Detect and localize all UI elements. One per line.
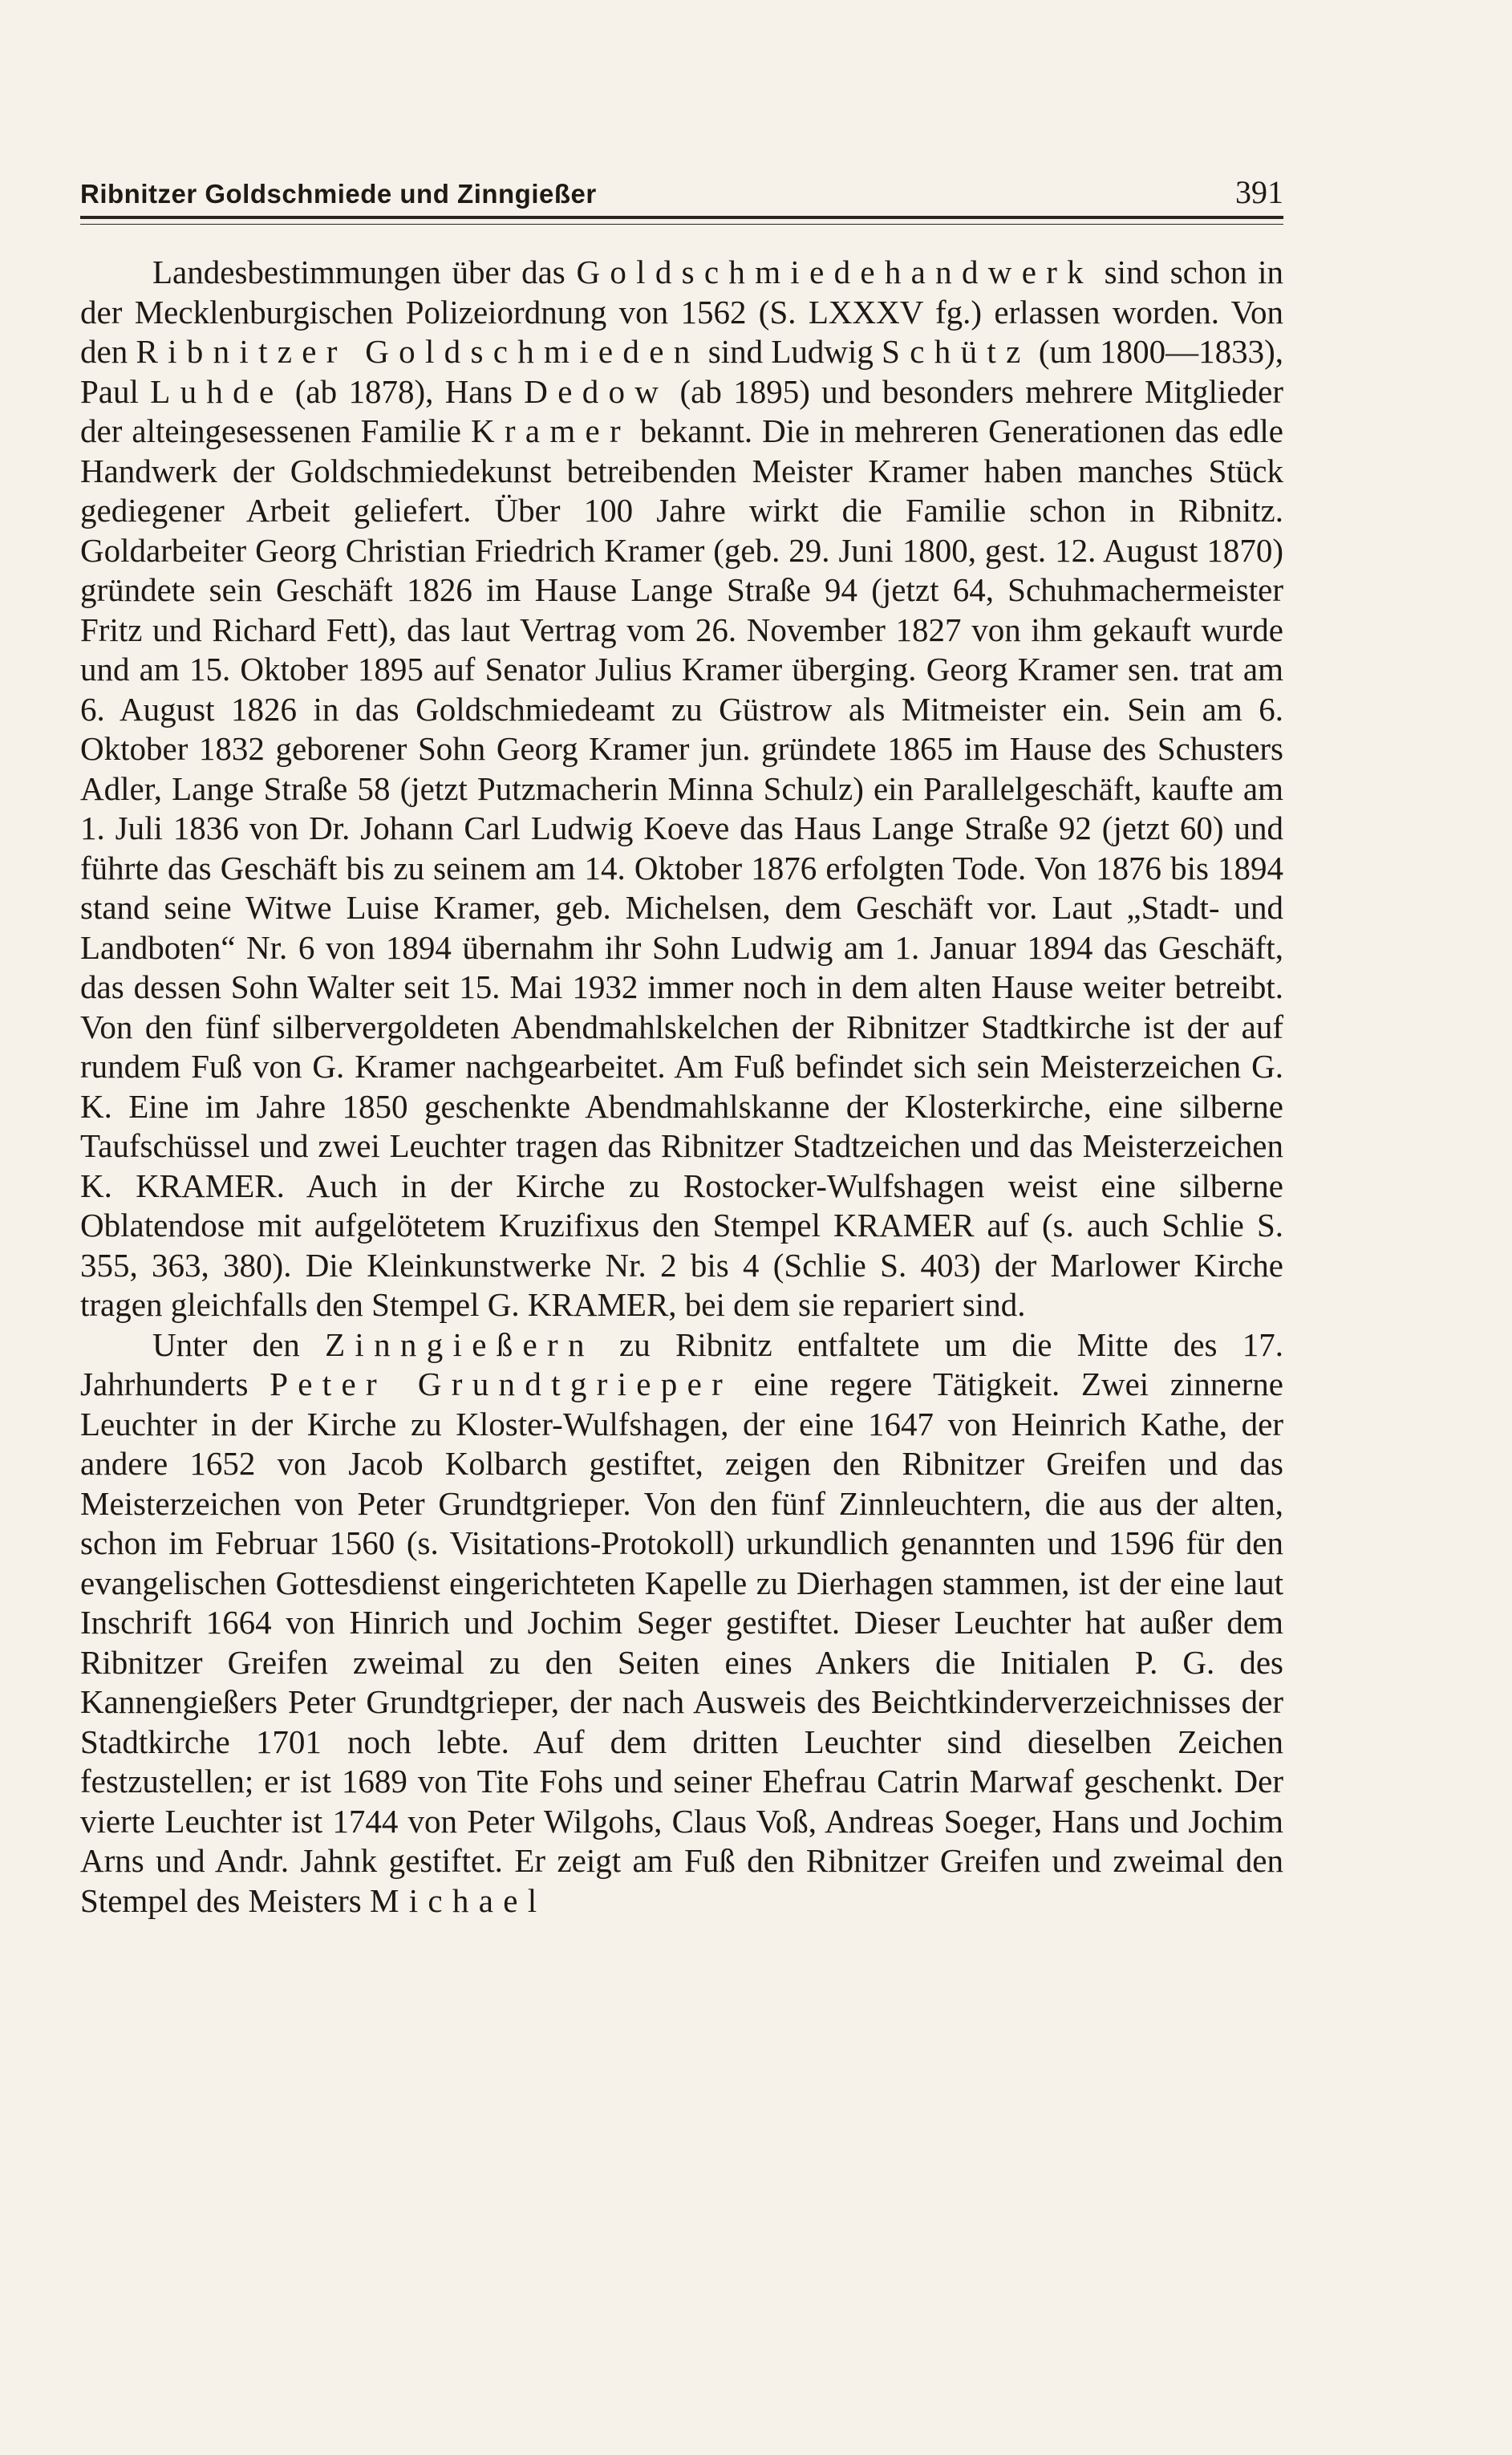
paragraph (80, 1325, 1283, 1921)
text-run: (ab 1878), Hans (283, 372, 525, 410)
text-run: (um 1800—1833), Paul (80, 333, 1284, 410)
spaced-name: Peter Grundtgrieper (270, 1365, 733, 1402)
spaced-name: Luhde (150, 372, 284, 410)
spaced-name: Goldschmiedehandwerk (576, 254, 1093, 290)
text-run: eine regere Tätigkeit. Zwei zinnerne Leuchter in der Kirche zu Kloster-Wulfshagen, der eine 1647 von Heinrich Kathe, der andere 1652 von Jacob Kolbarch gestiftet, zeigen den Ribnitzer Greifen und das Meisterzeichen von Peter Grundtgrieper. Von den fünf Zinnleuchtern, die aus der alten, schon im Februar 1560 (s. Visitations-Protokoll) urkundlich genannten und 1596 für den evangelischen Gottesdienst eingerichteten Kapelle zu Dierhagen stammen, ist der eine laut Inschrift 1664 von Hinrich und Jochim Seger gestiftet. Dieser Leuchter hat außer dem Ribnitzer Greifen zweimal zu den Seiten eines Ankers die Initialen P. G. des Kannengießers Peter Grundtgrieper, der nach Ausweis des Beichtkinderverzeichnisses der Stadtkirche 1701 noch lebte. Auf dem dritten Leuchter sind dieselben Zeichen festzustellen; er ist 1689 von Tite Fohs und seiner Ehefrau Catrin Marwaf geschenkt. Der vierte Leuchter ist 1744 von Peter Wilgohs, Claus Voß, Andreas Soeger, Hans und Jochim Arns und Andr. Jahnk gestiftet. Er zeigt am Fuß den Ribnitzer Greifen und zweimal den Stempel des Meisters (80, 1365, 1283, 1919)
running-title: Ribnitzer Goldschmiede und Zinngießer (80, 179, 597, 209)
text-run: bekannt. Die in mehreren Generationen das edle Handwerk der Goldschmiedekunst betreibenden Meister Kramer haben manches Stück gediegener Arbeit geliefert. Über 100 Jahre wirkt die Familie schon in Ribnitz. Goldarbeiter Georg Christian Friedrich Kramer (geb. 29. Juni 1800, gest. 12. August 1870) gründete sein Geschäft 1826 im Hause Lange Straße 94 (jetzt 64, Schuhmachermeister Fritz und Richard Fett), das laut Vertrag vom 26. November 1827 von ihm gekauft wurde und am 15. Oktober 1895 auf Senator Julius Kramer überging. Georg Kramer sen. trat am 6. August 1826 in das Goldschmiedeamt zu Güstrow als Mitmeister ein. Sein am 6. Oktober 1832 geborener Sohn Georg Kramer jun. gründete 1865 im Hause des Schusters Adler, Lange Straße 58 (jetzt Putzmacherin Minna Schulz) ein Parallelgeschäft, kaufte am 1. Juli 1836 von Dr. Johann Carl Ludwig Koeve das Haus Lange Straße 92 (jetzt 60) und führte das Geschäft bis zu seinem am 14. Oktober 1876 erfolgten Tode. Von 1876 bis 1894 stand seine Witwe Luise Kramer, geb. Michelsen, dem Geschäft vor. Laut „Stadt- und Landboten“ Nr. 6 von 1894 übernahm ihr Sohn Ludwig am 1. Januar 1894 das Geschäft, das dessen Sohn Walter seit 15. Mai 1932 immer noch in dem alten Hause weiter betreibt. Von den fünf silbervergoldeten Abendmahlskelchen der Ribnitzer Stadtkirche ist der auf rundem Fuß von G. Kramer nachgearbeitet. Am Fuß befindet sich sein Meisterzeichen G. K. Eine im Jahre 1850 geschenkte Abendmahlskanne der Klosterkirche, eine silberne Taufschüssel und zwei Leuchter tragen das Ribnitzer Stadtzeichen und das Meisterzeichen K. KRAMER. Auch in der Kirche zu Rostocker-Wulfshagen weist eine silberne Oblatendose mit aufgelötetem Kruzifixus den Stempel KRAMER auf (s. auch Schlie S. 355, 363, 380). Die Kleinkunstwerke Nr. 2 bis 4 (Schlie S. 403) der Marlower Kirche tragen gleichfalls den Stempel G. KRAMER, bei dem sie repariert sind. (80, 412, 1283, 1323)
spaced-name: Zinngießern (325, 1325, 594, 1363)
text-run: zu Ribnitz entfaltete um die Mitte des 17. Jahrhunderts (80, 1325, 1283, 1402)
spaced-name: Michael (369, 1881, 547, 1919)
text-run: sind Ludwig (699, 333, 882, 370)
header-rule-thick (80, 216, 1283, 219)
spaced-name: Dedow (524, 372, 669, 410)
paragraph (80, 253, 1283, 1325)
page-header (80, 172, 1283, 221)
spaced-name: Kramer (470, 412, 630, 449)
body-text (80, 253, 1283, 1921)
spaced-name: Ribnitzer Goldschmieden (136, 333, 700, 370)
text-run: (ab 1895) und besonders mehrere Mitglieder der alteingesessenen Familie (80, 372, 1283, 449)
text-run: Unter den (152, 1325, 326, 1363)
text-run: sind schon in der Mecklenburgischen Polizeiordnung von 1562 (S. LXXXV fg.) erlassen worden. Von den (80, 254, 1283, 370)
header-rule-thin (80, 224, 1283, 225)
page-number: 391 (1235, 174, 1283, 210)
text-run: Landesbestimmungen über das (152, 254, 577, 290)
spaced-name: Schütz (882, 333, 1031, 370)
